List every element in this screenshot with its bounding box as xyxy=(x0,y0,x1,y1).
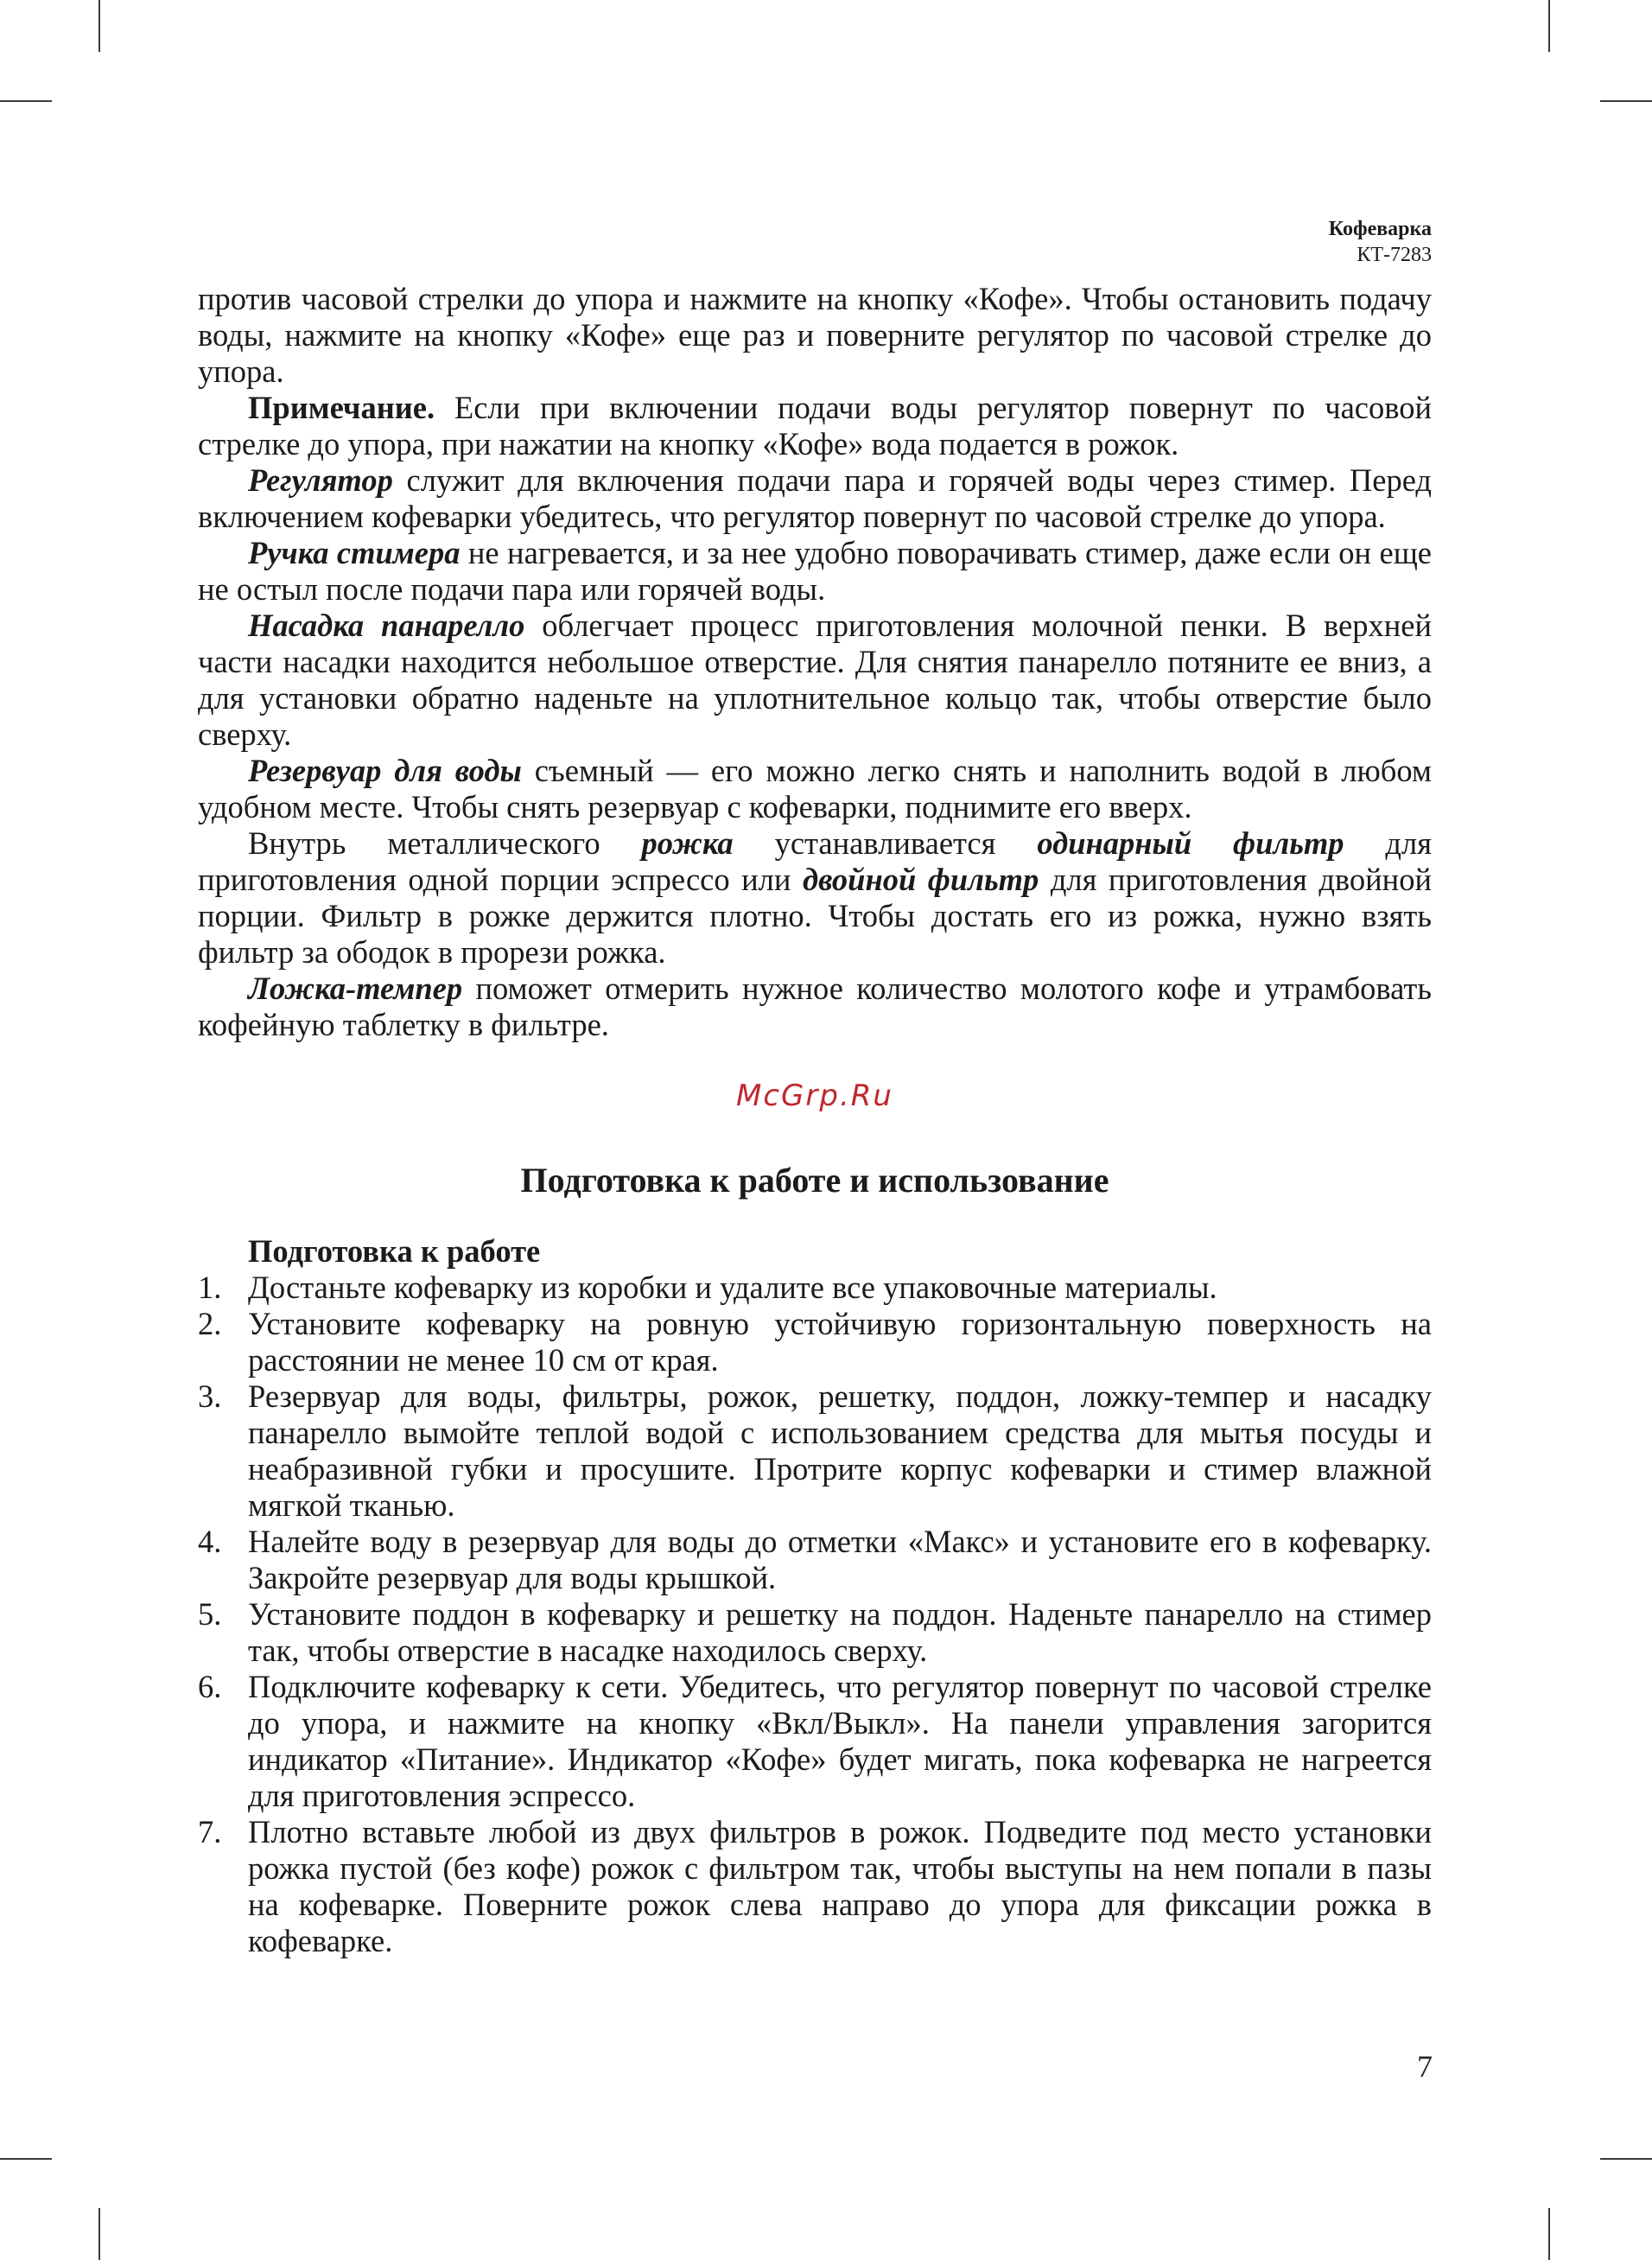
step-number: 4. xyxy=(198,1524,222,1559)
step-text: Плотно вставьте любой из двух фильтров в рожок. Подведите под место установки рожка пустой (без кофе) рожок с фильтром так, чтобы выступы на нем попали в пазы на кофеварке. Поверните рожок слева направо до упора для фиксации рожка в кофеварке. xyxy=(248,1814,1432,1958)
list-item xyxy=(198,1270,1432,1306)
page-content xyxy=(198,281,1432,1959)
crop-mark-left-top xyxy=(0,100,52,102)
steps-list xyxy=(198,1270,1432,1959)
paragraph-regulator: Регулятор служит для включения подачи пара и горячей воды через стимер. Перед включением кофеварки убедитесь, что регулятор повернут по часовой стрелке до упора. xyxy=(198,462,1432,534)
term-regulator: Регулятор xyxy=(248,462,393,498)
header-model: КТ-7283 xyxy=(1357,244,1432,266)
crop-mark-bottom-left xyxy=(98,2208,100,2260)
running-header xyxy=(1329,216,1432,268)
step-number: 3. xyxy=(198,1378,222,1414)
step-number: 1. xyxy=(198,1270,222,1305)
header-title: Кофеварка xyxy=(1328,218,1432,240)
crop-mark-right-bottom xyxy=(1600,2158,1652,2160)
section-title: Подготовка к работе и использование xyxy=(520,1161,1109,1200)
term-panarello: Насадка панарелло xyxy=(248,608,525,643)
term-tamper: Ложка-темпер xyxy=(248,971,463,1006)
paragraph-water-tank: Резервуар для воды съемный — его можно легко снять и наполнить водой в любом удобном месте. Чтобы снять резервуар с кофеварки, поднимите его вверх. xyxy=(198,753,1432,824)
note-label: Примечание. xyxy=(248,390,435,425)
paragraph-note: Примечание. Если при включении подачи воды регулятор повернут по часовой стрелке до упора, при нажатии на кнопку «Кофе» вода подается в рожок. xyxy=(198,390,1432,462)
step-text: Установите кофеварку на ровную устойчивую горизонтальную поверхность на расстоянии не менее 10 см от края. xyxy=(248,1306,1432,1378)
step-text: Достаньте кофеварку из коробки и удалите все упаковочные материалы. xyxy=(248,1270,1217,1305)
crop-mark-right-top xyxy=(1600,100,1652,102)
term-double-filter: двойной фильтр xyxy=(802,862,1039,897)
paragraph-panarello: Насадка панарелло облегчает процесс приготовления молочной пенки. В верхней части насадки находится небольшое отверстие. Для снятия панарелло потяните ее вниз, а для установки обратно наденьте на уплотнительное кольцо так, чтобы отверстие было сверху. xyxy=(198,608,1432,752)
paragraph-continuation: против часовой стрелки до упора и нажмите на кнопку «Кофе». Чтобы остановить подачу воды, нажмите на кнопку «Кофе» еще раз и поверните регулятор по часовой стрелке до упора. xyxy=(198,281,1432,389)
step-text: Подключите кофеварку к сети. Убедитесь, что регулятор повернут по часовой стрелке до упора, и нажмите на кнопку «Вкл/Выкл». На панели управления загорится индикатор «Питание». Индикатор «Кофе» будет мигать, пока кофеварка не нагреется для приготовления эспрессо. xyxy=(248,1669,1432,1813)
term-holder: рожка xyxy=(641,825,734,861)
list-item xyxy=(198,1378,1432,1524)
crop-mark-top-left xyxy=(98,0,100,52)
subsection-title: Подготовка к работе xyxy=(248,1233,541,1269)
step-text: Налейте воду в резервуар для воды до отметки «Макс» и установите его в кофеварку. Закройте резервуар для воды крышкой. xyxy=(248,1524,1432,1595)
crop-mark-bottom-right xyxy=(1548,2208,1550,2260)
list-item xyxy=(198,1306,1432,1378)
list-item xyxy=(198,1524,1432,1596)
page-number: 7 xyxy=(1417,2049,1433,2084)
paragraph-steamer-handle: Ручка стимера не нагревается, и за нее удобно поворачивать стимер, даже если он еще не остыл после подачи пара или горячей воды. xyxy=(198,535,1432,607)
paragraph-tamper: Ложка-темпер поможет отмерить нужное количество молотого кофе и утрамбовать кофейную таблетку в фильтре. xyxy=(198,971,1432,1042)
step-number: 5. xyxy=(198,1596,222,1632)
step-number: 6. xyxy=(198,1669,222,1704)
list-item xyxy=(198,1596,1432,1669)
list-item xyxy=(198,1669,1432,1814)
crop-mark-left-bottom xyxy=(0,2158,52,2160)
term-water-tank: Резервуар для воды xyxy=(248,753,522,788)
step-text: Резервуар для воды, фильтры, рожок, решетку, поддон, ложку-темпер и насадку панарелло вымойте теплой водой с использованием средства для мытья посуды и неабразивной губки и просушите. Протрите корпус кофеварки и стимер влажной мягкой тканью. xyxy=(248,1378,1432,1523)
list-item xyxy=(198,1814,1432,1959)
watermark-link[interactable]: McGrp.Ru xyxy=(736,1079,893,1113)
term-single-filter: одинарный фильтр xyxy=(1037,825,1344,861)
step-text: Установите поддон в кофеварку и решетку на поддон. Наденьте панарелло на стимер так, чтобы отверстие в насадке находилось сверху. xyxy=(248,1596,1432,1668)
step-number: 7. xyxy=(198,1814,222,1849)
crop-mark-top-right xyxy=(1548,0,1550,52)
step-number: 2. xyxy=(198,1306,222,1341)
term-steamer-handle: Ручка стимера xyxy=(248,535,461,570)
paragraph-filters: Внутрь металлического рожка устанавливается одинарный фильтр для приготовления одной порции эспрессо или двойной фильтр для приготовления двойной порции. Фильтр в рожке держится плотно. Чтобы достать его из рожка, нужно взять фильтр за ободок в прорези рожка. xyxy=(198,825,1433,970)
